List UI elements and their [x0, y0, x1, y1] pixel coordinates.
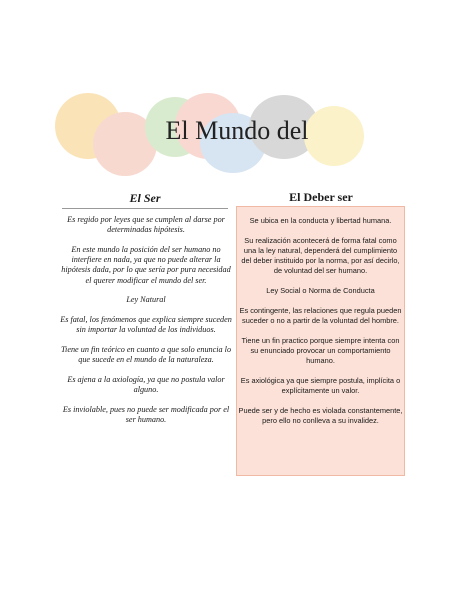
left-paragraph: Es ajena a la axiología, ya que no postula valor alguno.	[67, 374, 225, 394]
left-paragraph: Tiene un fin teórico en cuanto a que solo enuncia lo que sucede en el mundo de la naturaleza.	[60, 344, 232, 365]
right-paragraph: Su realización acontecerá de forma fatal como una la ley natural, dependerá del cumplimiento del deber instituido por la norma, por así decirlo, de voluntad del ser humano.	[241, 235, 400, 276]
left-heading-divider	[62, 208, 228, 209]
left-paragraph: En este mundo la posición del ser humano no interfiere en nada, ya que no puede alterar la hipótesis dada, por lo que sería por pura necesidad el querer modificar el mundo del ser.	[61, 244, 231, 285]
right-paragraph: Es axiológica ya que siempre postula, implícita o explícitamente un valor.	[240, 375, 401, 395]
right-column-heading: El Deber ser	[289, 190, 353, 204]
page-title: El Mundo del	[165, 116, 309, 145]
left-column	[58, 215, 234, 435]
right-paragraph: Tiene un fin practico porque siempre intenta con su enunciado provocar un comportamiento humano.	[241, 335, 400, 366]
left-paragraph: Es regido por leyes que se cumplen al darse por determinadas hipótesis.	[67, 215, 225, 235]
right-column	[238, 216, 403, 436]
right-paragraph: Se ubica en la conducta y libertad humana.	[249, 216, 392, 225]
left-paragraph: Es fatal, los fenómenos que explica siempre suceden sin importar la voluntad de los individuos.	[60, 314, 232, 335]
left-paragraph: Ley Natural	[126, 295, 166, 305]
left-paragraph: Es inviolable, pues no puede ser modificada por el ser humano.	[62, 404, 230, 424]
right-paragraph: Ley Social o Norma de Conducta	[266, 286, 375, 296]
left-column-heading: El Ser	[129, 191, 161, 205]
right-paragraph: Puede ser y de hecho es violada constantemente, pero ello no conlleva a su invalidez.	[238, 405, 403, 425]
right-paragraph: Es contingente, las relaciones que regula pueden suceder o no a partir de la voluntad del hombre.	[239, 305, 402, 325]
